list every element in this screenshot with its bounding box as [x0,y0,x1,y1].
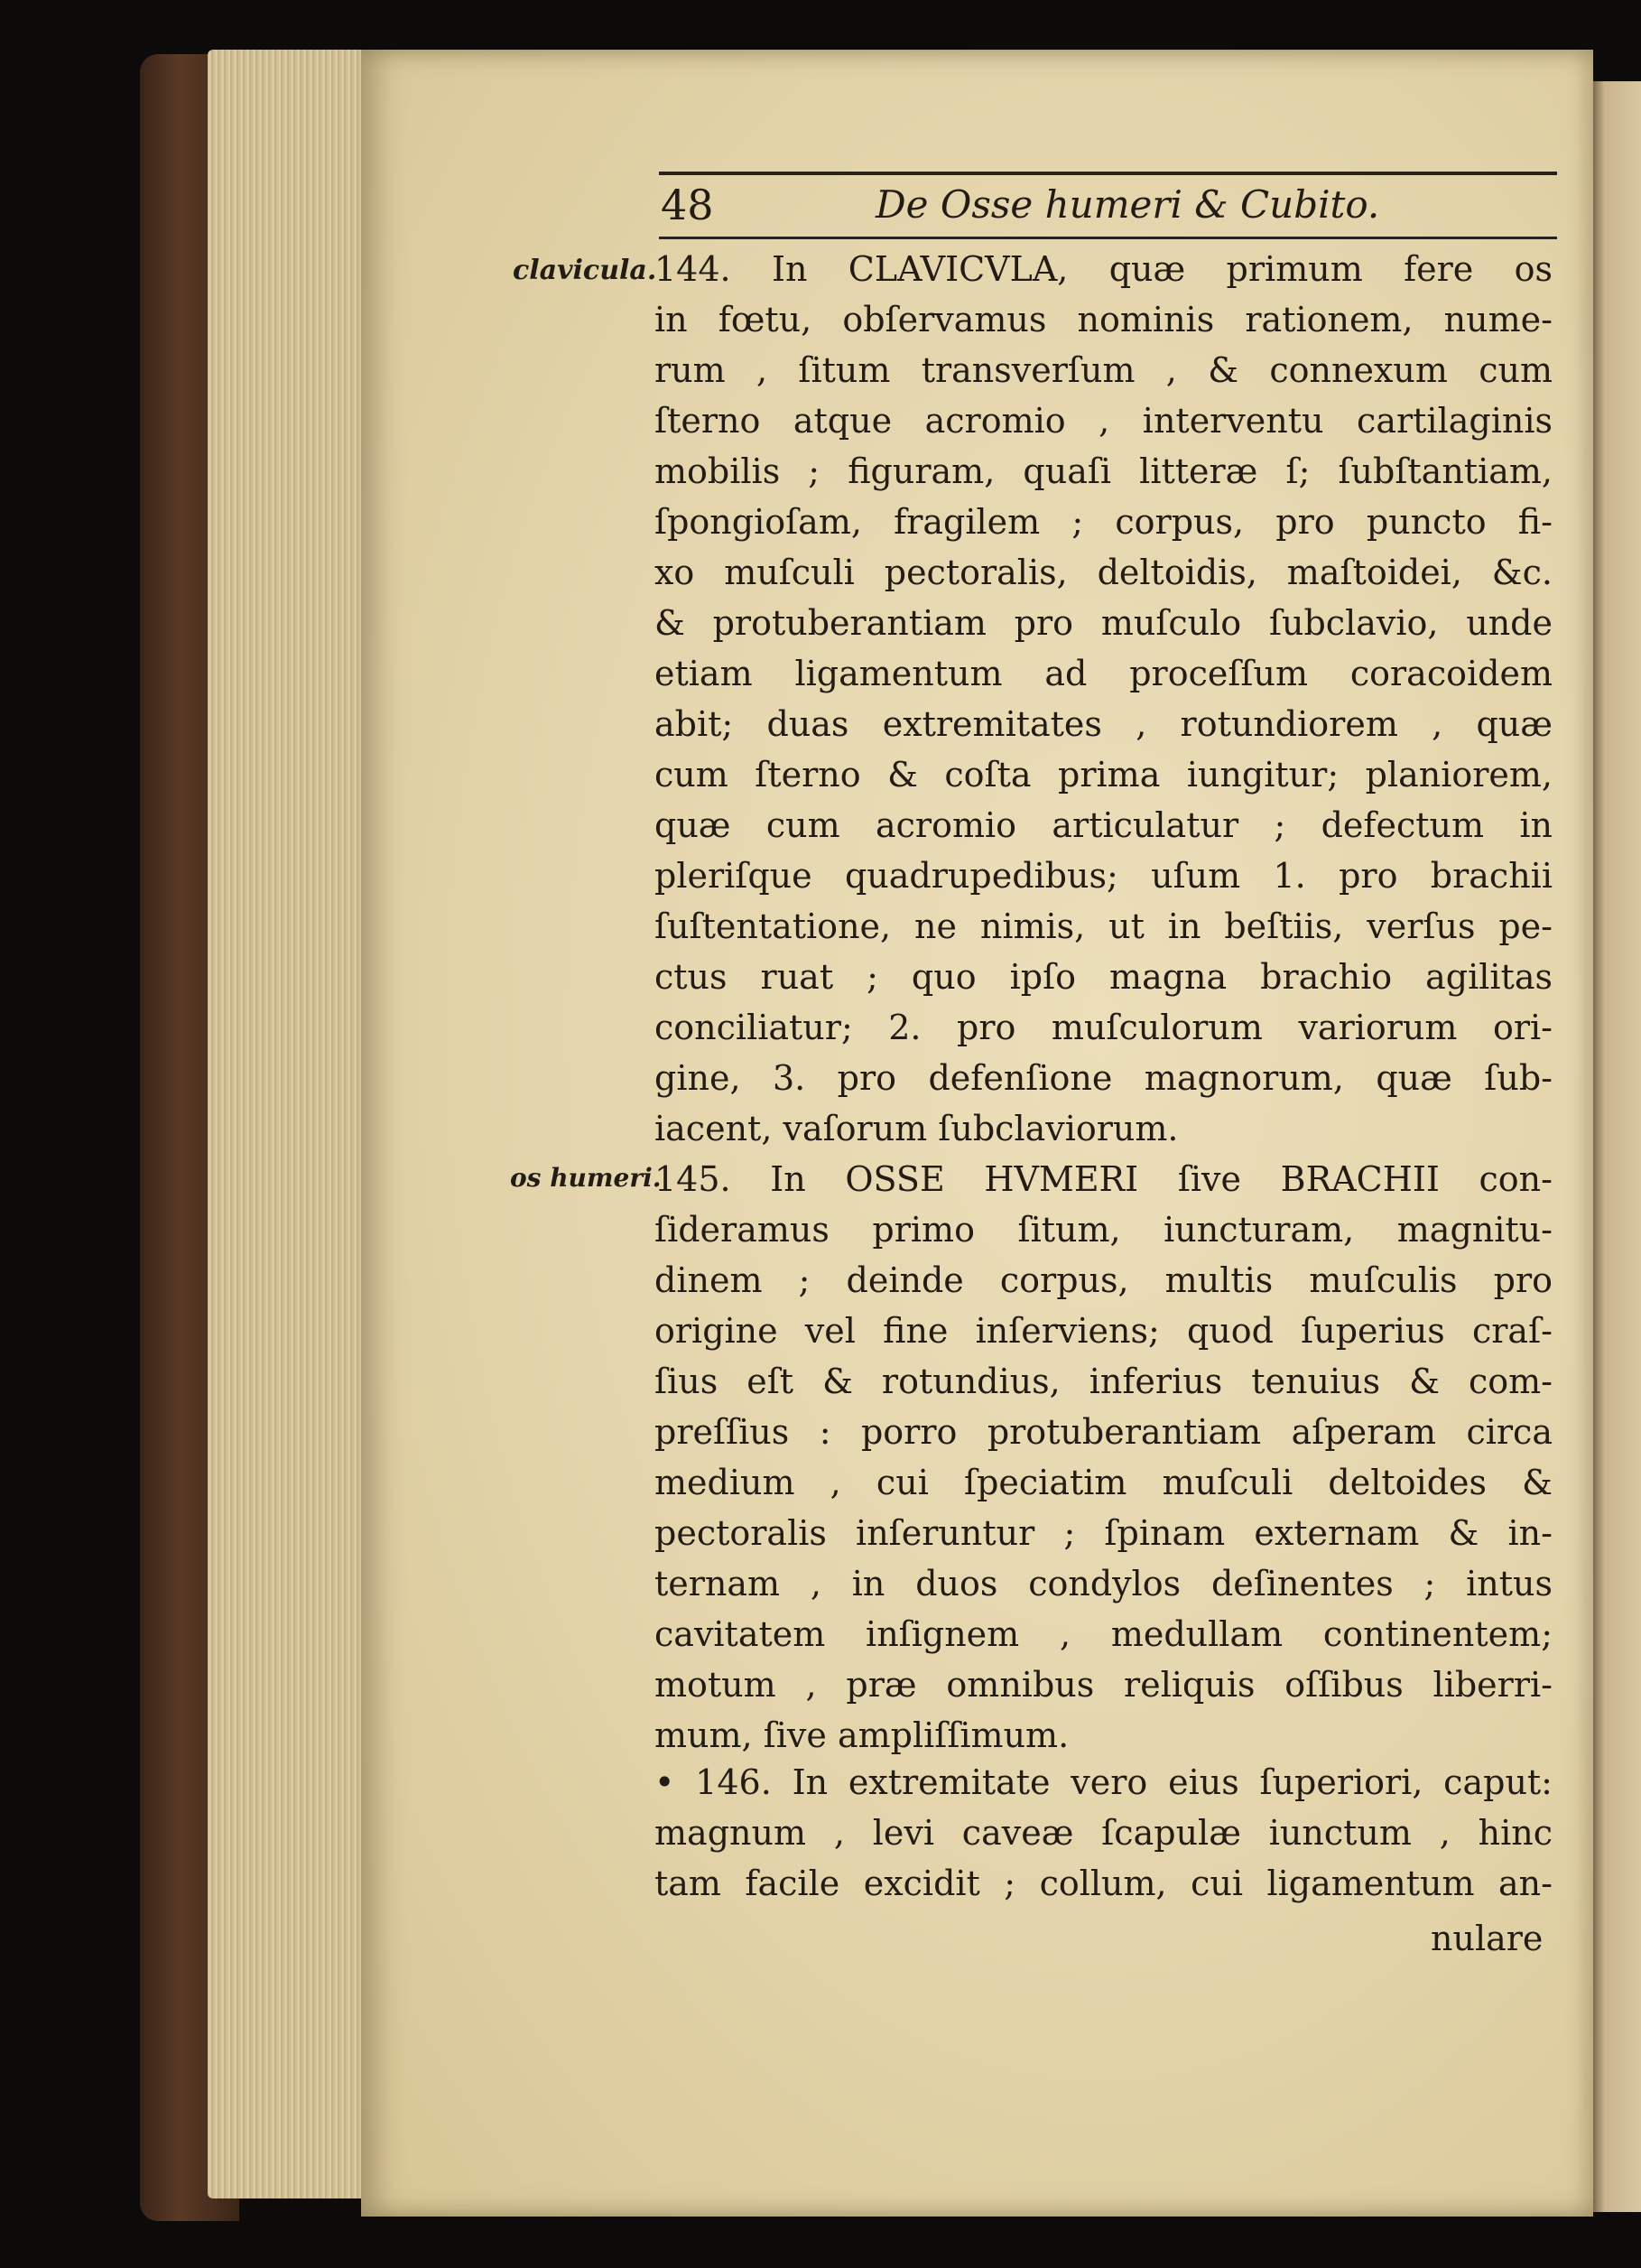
text-line: in fœtu, obſervamus nominis rationem, nume- [654,300,1553,339]
text-line: rum , ſitum transverſum , & connexum cum [654,350,1553,390]
page-stack-edges [208,50,366,2198]
text-line: conciliatur; 2. pro muſculorum variorum ori- [654,1008,1553,1047]
text-line: tam facile excidit ; collum, cui ligamentum an- [654,1864,1553,1903]
facing-page-edge [1589,81,1641,2212]
text-line: mum, ſive ampliſſimum. [654,1715,1070,1755]
text-line: ſuſtentatione, ne nimis, ut in beſtiis, verſus pe- [654,906,1553,946]
text-line: iacent, vaſorum ſubclaviorum. [654,1109,1179,1148]
catchword: nulare [1431,1919,1544,1958]
text-line: abit; duas extremitates , rotundiorem , quæ [654,704,1553,744]
margin-note-clavicula: clavicula. [513,255,657,286]
text-line: pleriſque quadrupedibus; uſum 1. pro brachii [654,856,1553,896]
text-line: • 146. In extremitate vero eius ſuperiori, caput: [654,1762,1553,1802]
text-line: medium , cui ſpeciatim muſculi deltoides & [654,1463,1553,1502]
text-line: pectoralis inſeruntur ; ſpinam externam & in- [654,1513,1553,1553]
page-number: 48 [661,181,714,229]
text-line: 144. In CLAVICVLA, quæ primum fere os [654,249,1553,289]
text-line: ſpongioſam, fragilem ; corpus, pro puncto fi- [654,502,1553,542]
text-line: ſius eſt & rotundius, inferius tenuius & com- [654,1362,1553,1401]
margin-note-os-humeri: os humeri. [510,1163,662,1193]
text-line: motum , præ omnibus reliquis oſſibus liberri- [654,1665,1553,1705]
running-title: De Osse humeri & Cubito. [876,182,1380,227]
text-line: cavitatem inſignem , medullam continentem; [654,1614,1553,1654]
text-line: ſterno atque acromio , interventu cartilaginis [654,401,1553,441]
paragraph-145 [654,1154,1553,1761]
text-line: etiam ligamentum ad proceſſum coracoidem [654,654,1553,693]
text-line: gine, 3. pro defenſione magnorum, quæ ſub- [654,1058,1553,1098]
text-line: mobilis ; figuram, quaſi litteræ ſ; ſubſtantiam, [654,451,1553,491]
page-header [659,172,1557,239]
text-line: preſſius : porro protuberantiam aſperam circa [654,1412,1553,1452]
text-line: cum ſterno & coſta prima iungitur; planiorem, [654,755,1553,795]
text-line: & protuberantiam pro muſculo ſubclavio, unde [654,603,1553,643]
text-line: dinem ; deinde corpus, multis muſculis pro [654,1260,1553,1300]
text-line: 145. In OSSE HVMERI ſive BRACHII con- [654,1159,1553,1199]
text-line: ternam , in duos condylos deſinentes ; intus [654,1564,1553,1603]
text-line: quæ cum acromio articulatur ; defectum in [654,805,1553,845]
paragraph-144 [654,244,1553,1154]
text-line: ſideramus primo ſitum, iuncturam, magnitu- [654,1210,1553,1250]
text-line: magnum , levi caveæ ſcapulæ iunctum , hinc [654,1813,1553,1853]
text-line: xo muſculi pectoralis, deltoidis, maſtoidei, &c. [654,553,1553,592]
text-line: ctus ruat ; quo ipſo magna brachio agilitas [654,957,1553,997]
text-line: origine vel fine inſerviens; quod ſuperius craſ- [654,1311,1553,1351]
paragraph-146 [654,1757,1553,1909]
